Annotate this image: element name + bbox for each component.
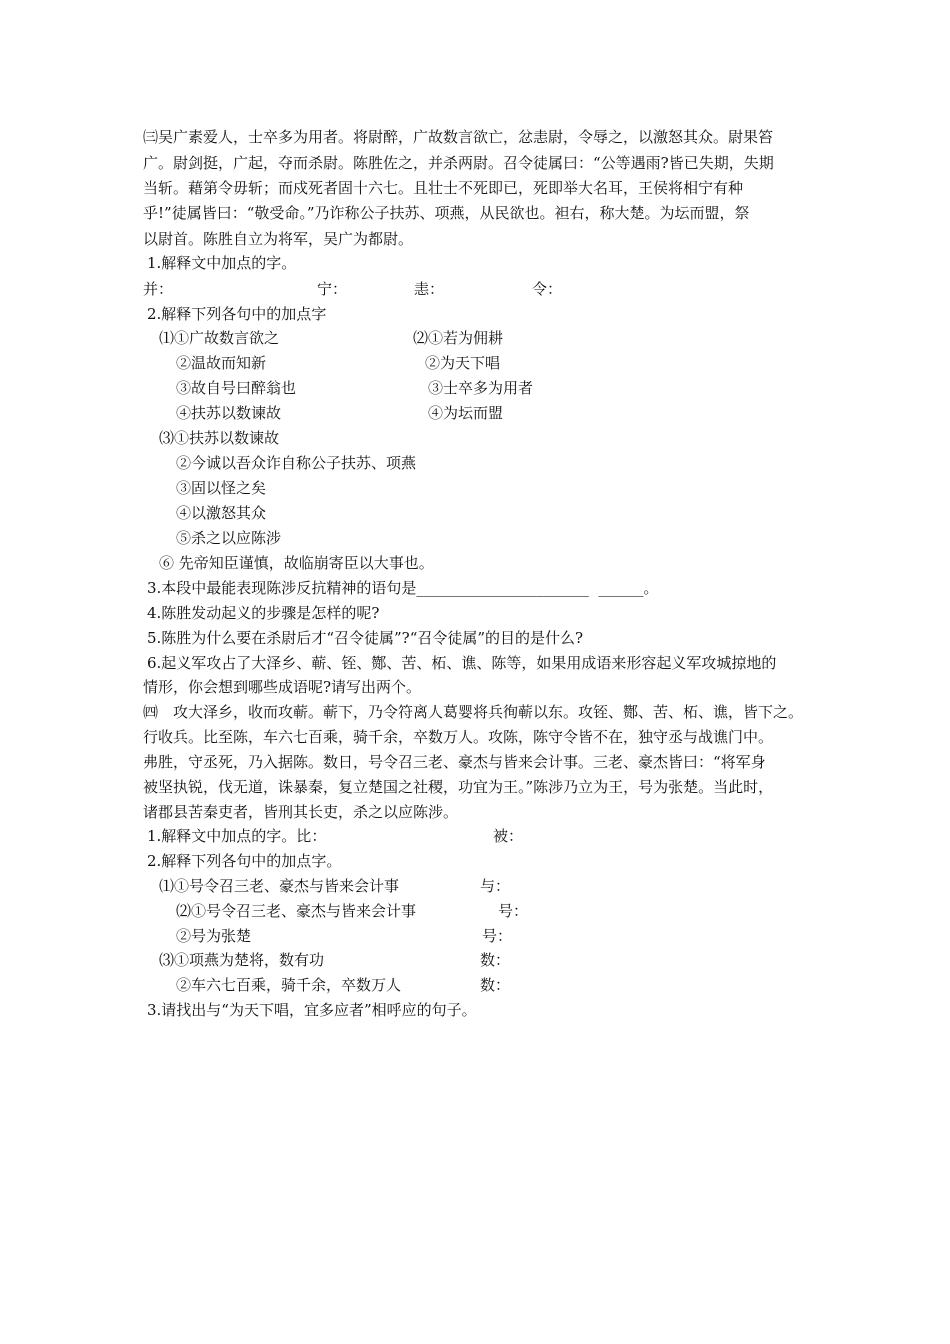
passage-line: 以尉首。陈胜自立为将军，吴广为都尉。	[143, 230, 414, 248]
sub-item: ④为坛而盟	[428, 404, 504, 422]
sub-item: ②温故而知新	[176, 354, 267, 372]
blank-label: 宁：	[317, 280, 348, 298]
passage-line: 当斩。藉第令毋斩；而戍死者固十六七。且壮士不死即已，死即举大名耳，王侯将相宁有种	[143, 179, 744, 197]
question-6: 6.起义军攻占了大泽乡、蕲、铚、酂、苦、柘、谯、陈等，如果用成语来形容起义军攻城掠地的	[147, 654, 777, 672]
blank-label: 恚：	[414, 280, 445, 298]
sub-item: ②为天下唱	[425, 354, 501, 372]
question-1: 1.解释文中加点的字。	[147, 254, 297, 272]
blank-label: 与：	[480, 877, 511, 895]
question-6-cont: 情形，你会想到哪些成语呢?请写出两个。	[143, 678, 422, 696]
blank-label: 被：	[493, 827, 524, 845]
blank-label: 令：	[532, 280, 563, 298]
sub-item: ⑵①若为佣耕	[413, 329, 504, 347]
sub-item: ⑴①广故数言欲之	[159, 329, 280, 347]
blank-label: 号：	[482, 927, 513, 945]
question-3: 3.本段中最能表现陈涉反抗精神的语句是_______________________ ______。	[147, 579, 659, 597]
sub-item: ⑴①号令召三老、豪杰与皆来会计事	[159, 877, 400, 895]
question-5: 5.陈胜为什么要在杀尉后才“召令徒属”?“召令徒属”的目的是什么?	[147, 629, 584, 647]
sub-item: ④扶苏以数谏故	[176, 404, 282, 422]
sub-item: ⑵①号令召三老、豪杰与皆来会计事	[176, 902, 417, 920]
sub-item: ③固以怪之矣	[176, 479, 267, 497]
sub-item: ⑶①项燕为楚将，数有功	[159, 951, 325, 969]
passage-line: 诸郡县苦秦吏者，皆刑其长吏，杀之以应陈涉。	[143, 803, 459, 821]
sub-item: ②今诚以吾众诈自称公子扶苏、项燕	[176, 454, 417, 472]
passage-line: ㈣ 攻大泽乡，收而攻蕲。蕲下，乃令符离人葛婴将兵徇蕲以东。攻铚、酂、苦、柘、谯，皆下之。	[143, 703, 804, 721]
passage-line: 弗胜，守丞死，乃入据陈。数日，号令召三老、豪杰与皆来会计事。三老、豪杰皆曰：“将军身	[143, 753, 766, 771]
passage-line: 行收兵。比至陈，车六七百乘，骑千余，卒数万人。攻陈，陈守令皆不在，独守丞与战谯门中。	[143, 728, 774, 746]
passage-line: 乎!”徒属皆曰：“敬受命。”乃诈称公子扶苏、项燕，从民欲也。袒右，称大楚。为坛而盟，祭	[143, 204, 750, 222]
passage-line: 广。尉剑挺，广起，夺而杀尉。陈胜佐之，并杀两尉。召令徒属曰：“公等遇雨?皆已失期，失期	[143, 154, 774, 172]
blank-label: 数：	[480, 951, 511, 969]
question-3: 3.请找出与“为天下唱，宜多应者”相呼应的句子。	[147, 1001, 477, 1019]
sub-item: ②号为张楚	[176, 927, 252, 945]
question-2: 2.解释下列各句中的加点字。	[147, 852, 342, 870]
sub-item: ⑶①扶苏以数谏故	[159, 429, 280, 447]
passage-line: ㈢吴广素爱人，士卒多为用者。将尉醉，广故数言欲亡，忿恚尉，令辱之，以激怒其众。尉果笞	[143, 128, 774, 146]
blank-label: 并：	[143, 280, 174, 298]
blank-label: 号：	[498, 902, 529, 920]
passage-line: 被坚执锐，伐无道，诛暴秦，复立楚国之社稷，功宜为王。”陈涉乃立为王，号为张楚。当此时，	[143, 778, 774, 796]
sub-item: ②车六七百乘，骑千余，卒数万人	[176, 976, 402, 994]
sub-item: ③故自号曰醉翁也	[176, 379, 297, 397]
blank-label: 数：	[480, 976, 511, 994]
sub-item: ⑥ 先帝知臣谨慎，故临崩寄臣以大事也。	[159, 554, 434, 572]
question-2: 2.解释下列各句中的加点字	[147, 305, 327, 323]
sub-item: ⑤杀之以应陈涉	[176, 529, 282, 547]
question-4: 4.陈胜发动起义的步骤是怎样的呢?	[147, 604, 380, 622]
sub-item: ④以激怒其众	[176, 504, 267, 522]
question-1: 1.解释文中加点的字。比：	[147, 827, 327, 845]
sub-item: ③士卒多为用者	[428, 379, 534, 397]
